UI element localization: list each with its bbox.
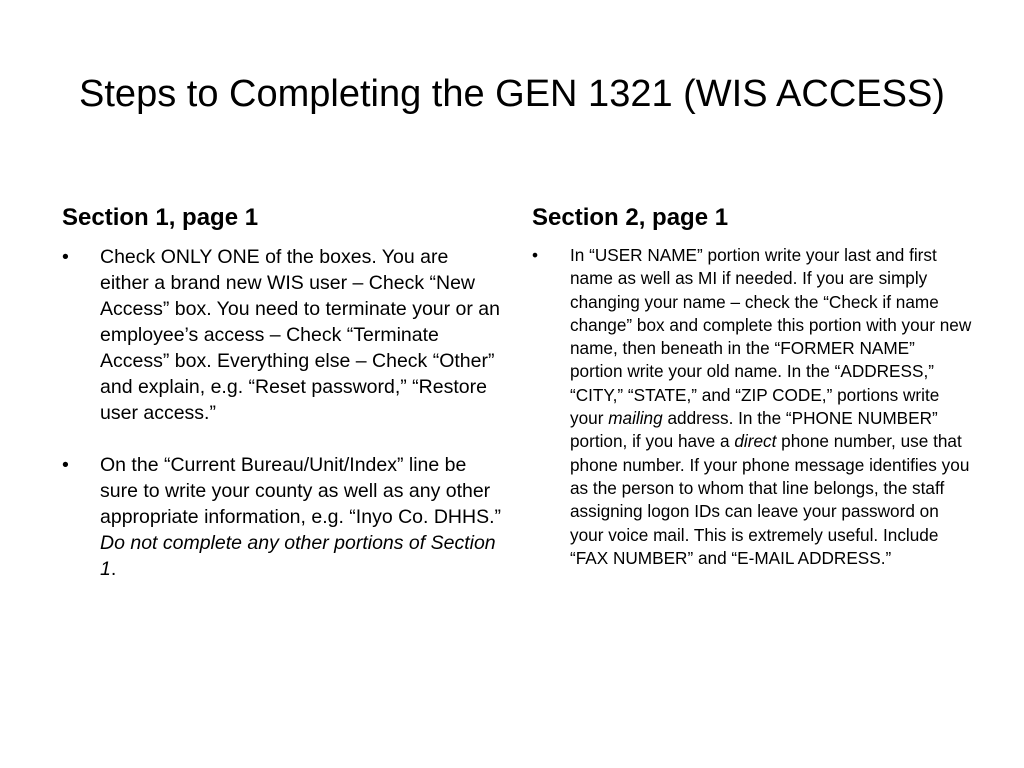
section-2-heading: Section 2, page 1 [532,204,729,231]
bullet-text: address. In the “PHONE NUMBER” portion, if you have a [570,408,938,452]
bullet-text: Check ONLY ONE of the boxes. You are either a brand new WIS user – Check “New Access” box. You need to terminate your or an employee’s access – Check “Terminate Access” box. Everything else – Check “Other” and explain, e.g. “Reset password,” “Restore user access.” [100,246,500,424]
bullet-marker: • [532,245,539,265]
slide-title: Steps to Completing the GEN 1321 (WIS ACCESS) [79,73,945,115]
section-1-bullet-list [62,244,502,582]
bullet-text: On the “Current Bureau/Unit/Index” line be sure to write your county as well as any other appropriate information, e.g. “Inyo Co. DHHS.” [100,454,502,528]
bullet-marker: • [62,454,69,476]
bullet-text: phone number, use that phone number. If your phone message identifies you as the person to whom that line belongs, the staff assigning logon IDs can leave your password on your voice mail. This is extremely useful. Include “FAX NUMBER” and “E-MAIL ADDRESS.” [570,431,970,568]
list-item [62,244,502,426]
bullet-emphasis-direct: direct [734,431,777,452]
section-1-column [62,196,502,608]
section-2-column [532,196,972,570]
list-item [532,244,972,570]
bullet-emphasis-mailing: mailing [608,408,663,429]
bullet-text: In “USER NAME” portion write your last and first name as well as MI if needed. If you are simply changing your name – check the “Check if name change” box and complete this portion with your new name, then beneath in the “FORMER NAME” portion write your old name. In the “ADDRESS,” “CITY,” “STATE,” and “ZIP CODE,” portions write your [570,245,972,429]
section-2-bullet-list [532,244,972,570]
bullet-text-end: . [110,558,117,580]
bullet-marker: • [62,246,69,268]
section-1-heading: Section 1, page 1 [62,204,259,231]
bullet-emphasis-text: Do not complete any other portions of Section 1 [100,532,496,580]
list-item [62,452,502,582]
